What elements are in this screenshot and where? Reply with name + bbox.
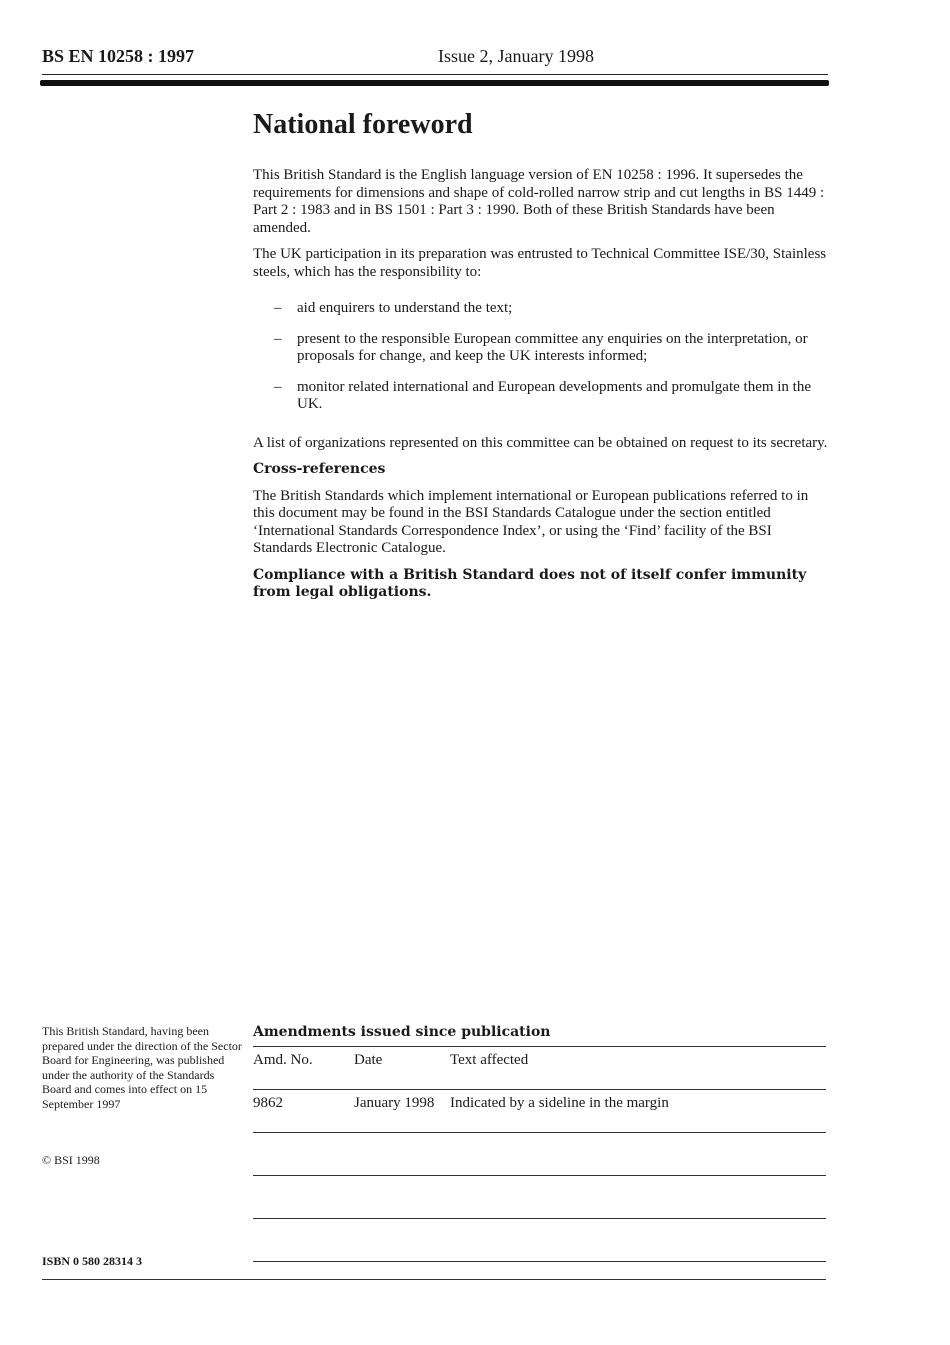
main-content: [253, 108, 833, 611]
table-row: [253, 1219, 826, 1262]
table-cell: Indicated by a sideline in the margin: [450, 1090, 826, 1133]
amendments-title: Amendments issued since publication: [253, 1024, 551, 1040]
compliance-statement: Compliance with a British Standard does not of itself confer immunity from legal obligations.: [253, 566, 807, 600]
foreword-paragraph-3: A list of organizations represented on this committee can be obtained on request to its secretary.: [253, 434, 828, 451]
list-item-text: monitor related international and European developments and promulgate them in the UK.: [297, 378, 812, 412]
list-item: [253, 331, 833, 366]
list-item: [253, 379, 833, 414]
column-header-date: Date: [354, 1047, 450, 1090]
table-cell: [354, 1219, 450, 1262]
responsibility-list: [253, 300, 833, 414]
foreword-paragraph-2: The UK participation in its preparation was entrusted to Technical Committee ISE/30, Stainless steels, which has the responsibility to:: [253, 246, 827, 280]
amendments-table: [253, 1046, 826, 1262]
copyright-notice: © BSI 1998: [42, 1153, 100, 1167]
header-thick-rule: [40, 80, 829, 86]
list-item: [253, 300, 833, 318]
standard-id: BS EN 10258 : 1997: [42, 46, 195, 66]
table-cell: January 1998: [354, 1090, 450, 1133]
amendments-section: [253, 1022, 826, 1262]
list-item-text: aid enquirers to understand the text;: [297, 300, 513, 316]
table-cell: [354, 1176, 450, 1219]
table-header-row: [253, 1047, 826, 1090]
header-thin-rule: [42, 74, 828, 75]
foreword-paragraph-1: This British Standard is the English language version of EN 10258 : 1996. It supersedes the requirements for dimensions and shape of cold-rolled narrow strip and cut lengths in BS 1449 : Part 2 : 1983 and in BS 1501 : Part 3 : 1990. Both of these British Standards have been amended.: [253, 167, 825, 236]
table-cell: [450, 1133, 826, 1176]
column-header-amd-no: Amd. No.: [253, 1047, 354, 1090]
page-title: National foreword: [253, 109, 473, 140]
publication-note: This British Standard, having been prepared under the direction of the Sector Board for Engineering, was published under the authority of the Standards Board and comes into effect on 15 September 1997: [42, 1024, 242, 1111]
list-item-text: present to the responsible European committee any enquiries on the interpretation, or proposals for change, and keep the UK interests informed;: [297, 330, 808, 364]
table-row: [253, 1090, 826, 1133]
cross-references-heading: Cross-references: [253, 461, 386, 477]
footer-rule: [42, 1279, 826, 1280]
table-cell: [253, 1219, 354, 1262]
isbn-label: ISBN 0 580 28314 3: [42, 1254, 143, 1268]
table-cell: 9862: [253, 1090, 354, 1133]
table-cell: [450, 1176, 826, 1219]
dash-marker: –: [274, 300, 282, 316]
dash-marker: –: [274, 378, 282, 395]
table-row: [253, 1133, 826, 1176]
dash-marker: –: [274, 330, 282, 347]
issue-label: Issue 2, January 1998: [438, 46, 594, 66]
column-header-text-affected: Text affected: [450, 1047, 826, 1090]
cross-references-text: The British Standards which implement international or European publications referred to in this document may be found in the BSI Standards Catalogue under the section entitled ‘International Standards Correspondence Index’, or using the ‘Find’ facility of the BSI Standards Electronic Catalogue.: [253, 487, 809, 556]
table-row: [253, 1176, 826, 1219]
table-cell: [253, 1176, 354, 1219]
table-cell: [253, 1133, 354, 1176]
table-cell: [354, 1133, 450, 1176]
table-cell: [450, 1219, 826, 1262]
